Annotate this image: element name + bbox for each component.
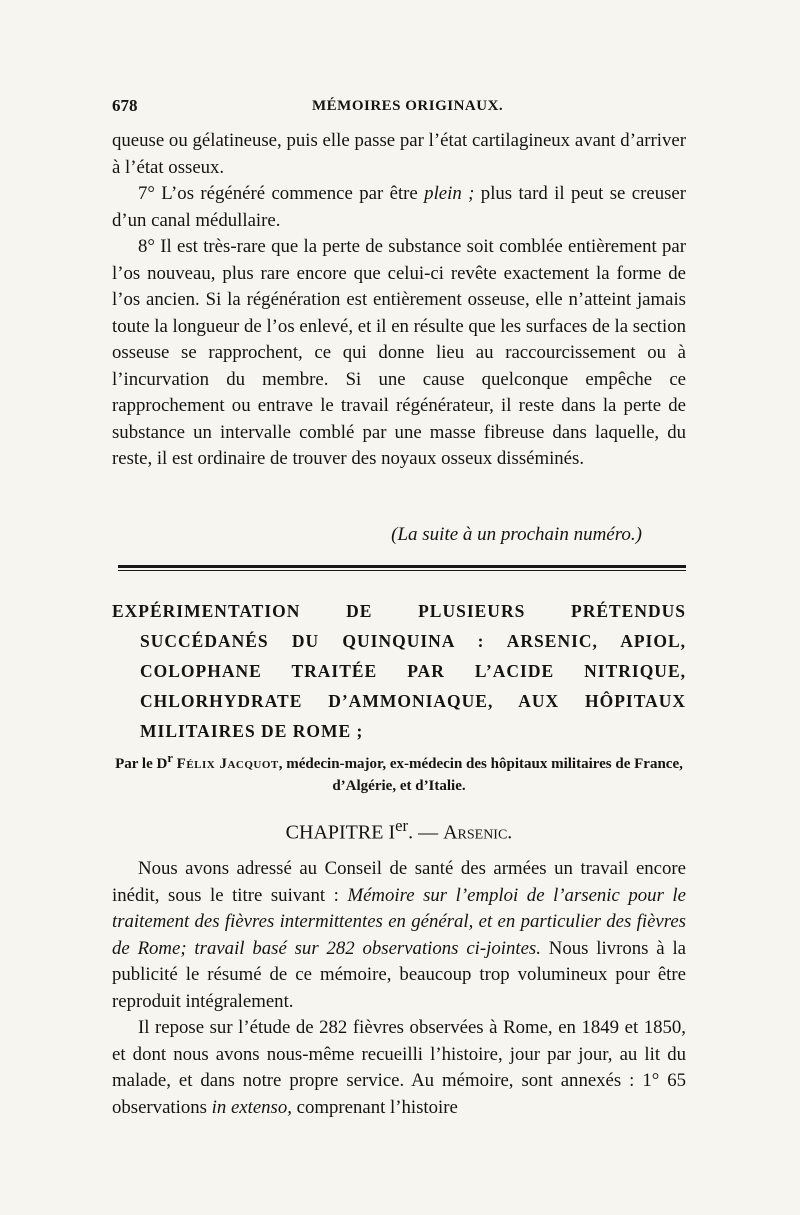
byline: Par le $D^r$ Félix Jacquot, médecin-major, ex-médecin des hôpitaux militaires de France, d’Algérie, et d’Italie. [115, 751, 683, 794]
section-divider [118, 570, 686, 571]
continued-note: (La suite à un prochain numéro.) [391, 524, 642, 545]
paragraph: 7° L’os régénéré commence par être plein ; plus tard il peut se creuser d’un canal médullaire. [112, 183, 686, 231]
page-number: 678 [112, 96, 138, 115]
previous-article-text [112, 128, 686, 473]
paragraph: queuse ou gélatineuse, puis elle passe par l’état cartilagineux avant d’arriver à l’état osseux. [112, 130, 686, 178]
paragraph: Il repose sur l’étude de 282 fièvres observées à Rome, en 1849 et 1850, et dont nous avons nous-même recueilli l’histoire, jour par jour, au lit du malade, et dans notre propre service. Au mémoire, sont annexés : 1° 65 observations in extenso, comprenant l’histoire [112, 1017, 686, 1118]
author-name: Félix Jacquot [176, 756, 279, 772]
running-header [112, 96, 686, 124]
paragraph: 8° Il est très-rare que la perte de substance soit comblée entièrement par l’os nouveau, plus rare encore que celui-ci revête exactement la forme de l’os ancien. Si la régénération est entièrement osseuse, elle n’atteint jamais toute la longueur de l’os enlevé, et il en résulte que les surfaces de la section osseuse se rapprochent, ce qui donne lieu au raccourcissement ou à l’incurvation du membre. Si une cause quelconque empêche ce rapprochement ou entrave le travail régénérateur, il reste dans la perte de substance un intervalle comblé par une masse fibreuse dans laquelle, du reste, il est ordinaire de trouver des noyaux osseux disséminés. [112, 236, 686, 469]
chapter-heading: CHAPITRE Ier. — Arsenic. [285, 816, 513, 844]
article-title: EXPÉRIMENTATION DE PLUSIEURS PRÉTENDUS SUCCÉDANÉS DU QUINQUINA : ARSENIC, APIOL, COLOPHANE TRAITÉE PAR L’ACIDE NITRIQUE, CHLORHYDRATE D’AMMONIAQUE, AUX HÔPITAUX MILITAIRES DE ROME ; [112, 601, 686, 741]
paragraph: Nous avons adressé au Conseil de santé des armées un travail encore inédit, sous le titre suivant : Mémoire sur l’emploi de l’arsenic pour le traitement des fièvres intermittentes en général, et en particulier des fièvres de Rome; travail basé sur 282 observations ci-jointes. Nous livrons à la publicité le résumé de ce mémoire, beaucoup trop volumineux pour être reproduit intégralement. [112, 858, 686, 1012]
article-body [112, 856, 686, 1121]
running-title: MÉMOIRES ORIGINAUX. [312, 98, 504, 114]
section-divider [118, 565, 686, 568]
